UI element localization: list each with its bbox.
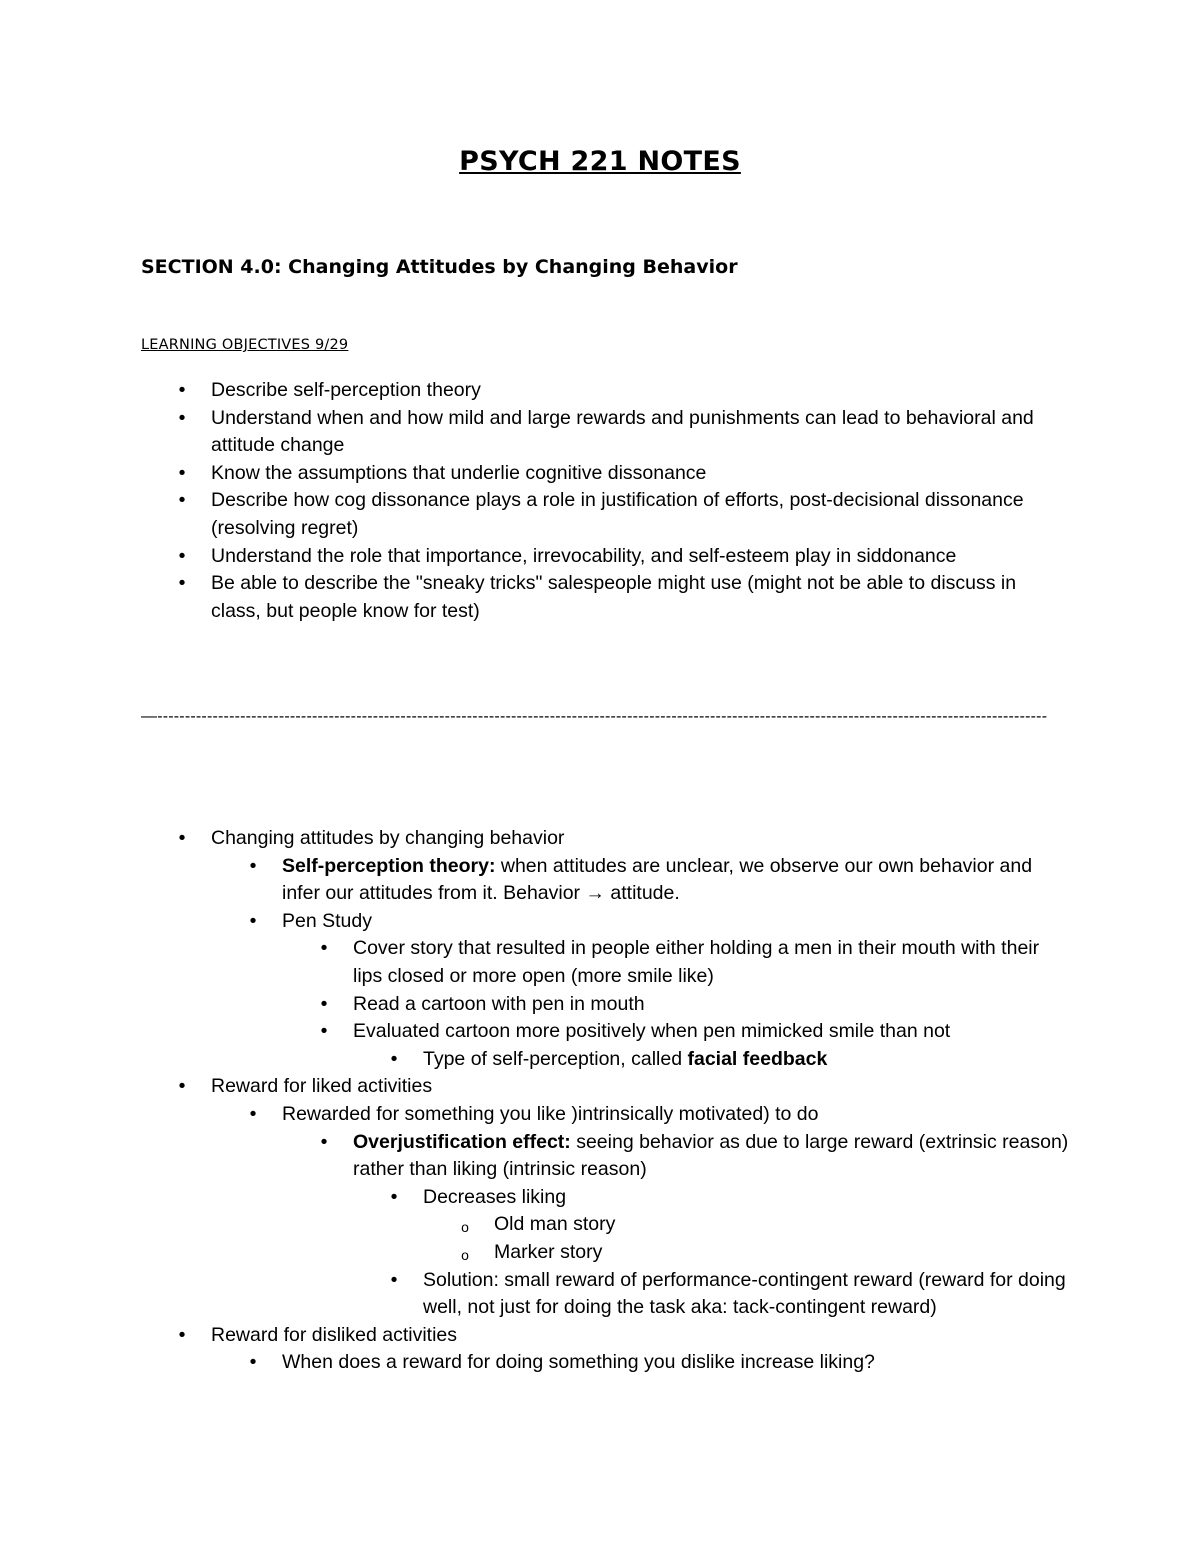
- list-item-text: Know the assumptions that underlie cognitive dissonance: [211, 461, 707, 484]
- list-item-text: Describe how cog dissonance plays a role in justification of efforts, post-decisional dissonance (resolving regret): [211, 489, 1024, 539]
- list-item: [353, 1129, 1071, 1184]
- bullet-icon: [246, 908, 260, 936]
- page-title: PSYCH 221 NOTES: [459, 146, 741, 177]
- list-item-text: Understand when and how mild and large rewards and punishments can lead to behavioral and attitude change: [211, 406, 1034, 457]
- list-item-text: Solution: small reward of performance-contingent reward (reward for doing well, not just for doing the task aka: tack-contingent reward): [423, 1268, 1066, 1319]
- list-item: [211, 377, 1071, 405]
- bullet-icon: [175, 570, 189, 598]
- list-item: [423, 1267, 1071, 1322]
- list-item: [282, 908, 1071, 936]
- list-item: [353, 1018, 1071, 1046]
- list-item: [282, 1101, 1071, 1129]
- list-item: [282, 1349, 1071, 1377]
- list-item-text: when attitudes are unclear, we observe our own behavior and infer our attitudes from it. Behavior → attitude.: [282, 854, 1033, 905]
- list-item: [494, 1239, 1071, 1267]
- list-item: [211, 543, 1071, 571]
- bullet-icon: [317, 1129, 331, 1157]
- bullet-icon: [175, 460, 189, 488]
- list-item: [211, 405, 1071, 460]
- bullet-icon: [175, 543, 189, 571]
- objectives-list: [211, 377, 1071, 625]
- list-item: [211, 460, 1071, 488]
- section-heading: SECTION 4.0: Changing Attitudes by Changing Behavior: [141, 256, 738, 278]
- circle-bullet-icon: [458, 1239, 472, 1268]
- list-item-text: Marker story: [494, 1240, 603, 1263]
- list-item-text: Old man story: [494, 1213, 616, 1236]
- list-item-text: Rewarded for something you like )intrinsically motivated) to do: [282, 1102, 819, 1125]
- term-self-perception: Self-perception theory:: [282, 854, 496, 877]
- bullet-icon: [246, 853, 260, 881]
- list-item: [353, 991, 1071, 1019]
- list-item-text: Type of self-perception, called: [423, 1047, 688, 1070]
- bullet-icon: [175, 377, 189, 405]
- term-overjustification: Overjustification effect:: [353, 1130, 571, 1153]
- list-item-text: Understand the role that importance, irrevocability, and self-esteem play in siddonance: [211, 544, 957, 567]
- bullet-icon: [387, 1267, 401, 1295]
- list-item: [282, 853, 1071, 908]
- list-item: [494, 1211, 1071, 1239]
- list-item-text: Evaluated cartoon more positively when pen mimicked smile than not: [353, 1020, 951, 1043]
- bullet-icon: [317, 991, 331, 1019]
- bullet-icon: [246, 1101, 260, 1129]
- bullet-icon: [246, 1349, 260, 1377]
- list-item-text: Describe self-perception theory: [211, 379, 481, 401]
- list-item-text: Cover story that resulted in people either holding a men in their mouth with their lips closed or more open (more smile like): [353, 937, 1040, 987]
- bullet-icon: [175, 1073, 189, 1101]
- term-facial-feedback: facial feedback: [687, 1047, 828, 1070]
- list-item: [423, 1184, 1071, 1212]
- bullet-icon: [175, 1322, 189, 1350]
- list-item-text: When does a reward for doing something you dislike increase liking?: [282, 1351, 875, 1374]
- notes-list: [211, 825, 1071, 1377]
- bullet-icon: [317, 1018, 331, 1046]
- list-item-text: Pen Study: [282, 909, 372, 932]
- list-item-text: Changing attitudes by changing behavior: [211, 827, 565, 849]
- list-item-text: Reward for liked activities: [211, 1075, 433, 1098]
- list-item: [423, 1046, 1071, 1074]
- list-item: [211, 570, 1071, 625]
- objectives-heading: LEARNING OBJECTIVES 9/29: [141, 337, 349, 353]
- bullet-icon: [387, 1046, 401, 1074]
- bullet-icon: [175, 405, 189, 433]
- list-item-text: Be able to describe the "sneaky tricks" salespeople might use (might not be able to discuss in class, but people know for test): [211, 572, 1017, 622]
- list-item: [211, 1073, 1071, 1101]
- list-item: [353, 935, 1071, 990]
- list-item: [211, 1322, 1071, 1350]
- circle-bullet-icon: [458, 1211, 472, 1240]
- list-item-text: Reward for disliked activities: [211, 1323, 458, 1346]
- list-item-text: Read a cartoon with pen in mouth: [353, 992, 645, 1015]
- bullet-icon: [317, 935, 331, 963]
- list-item-text: Decreases liking: [423, 1185, 567, 1208]
- dashed-divider: —-----------------------------------------------------------------------------------------------------------------------------------------------------------------: [141, 708, 1048, 725]
- bullet-icon: [175, 825, 189, 853]
- list-item: [211, 825, 1071, 853]
- bullet-icon: [387, 1184, 401, 1212]
- bullet-icon: [175, 487, 189, 515]
- list-item-text: seeing behavior as due to large reward (extrinsic reason) rather than liking (intrinsic reason): [353, 1130, 1069, 1181]
- list-item: [211, 487, 1071, 542]
